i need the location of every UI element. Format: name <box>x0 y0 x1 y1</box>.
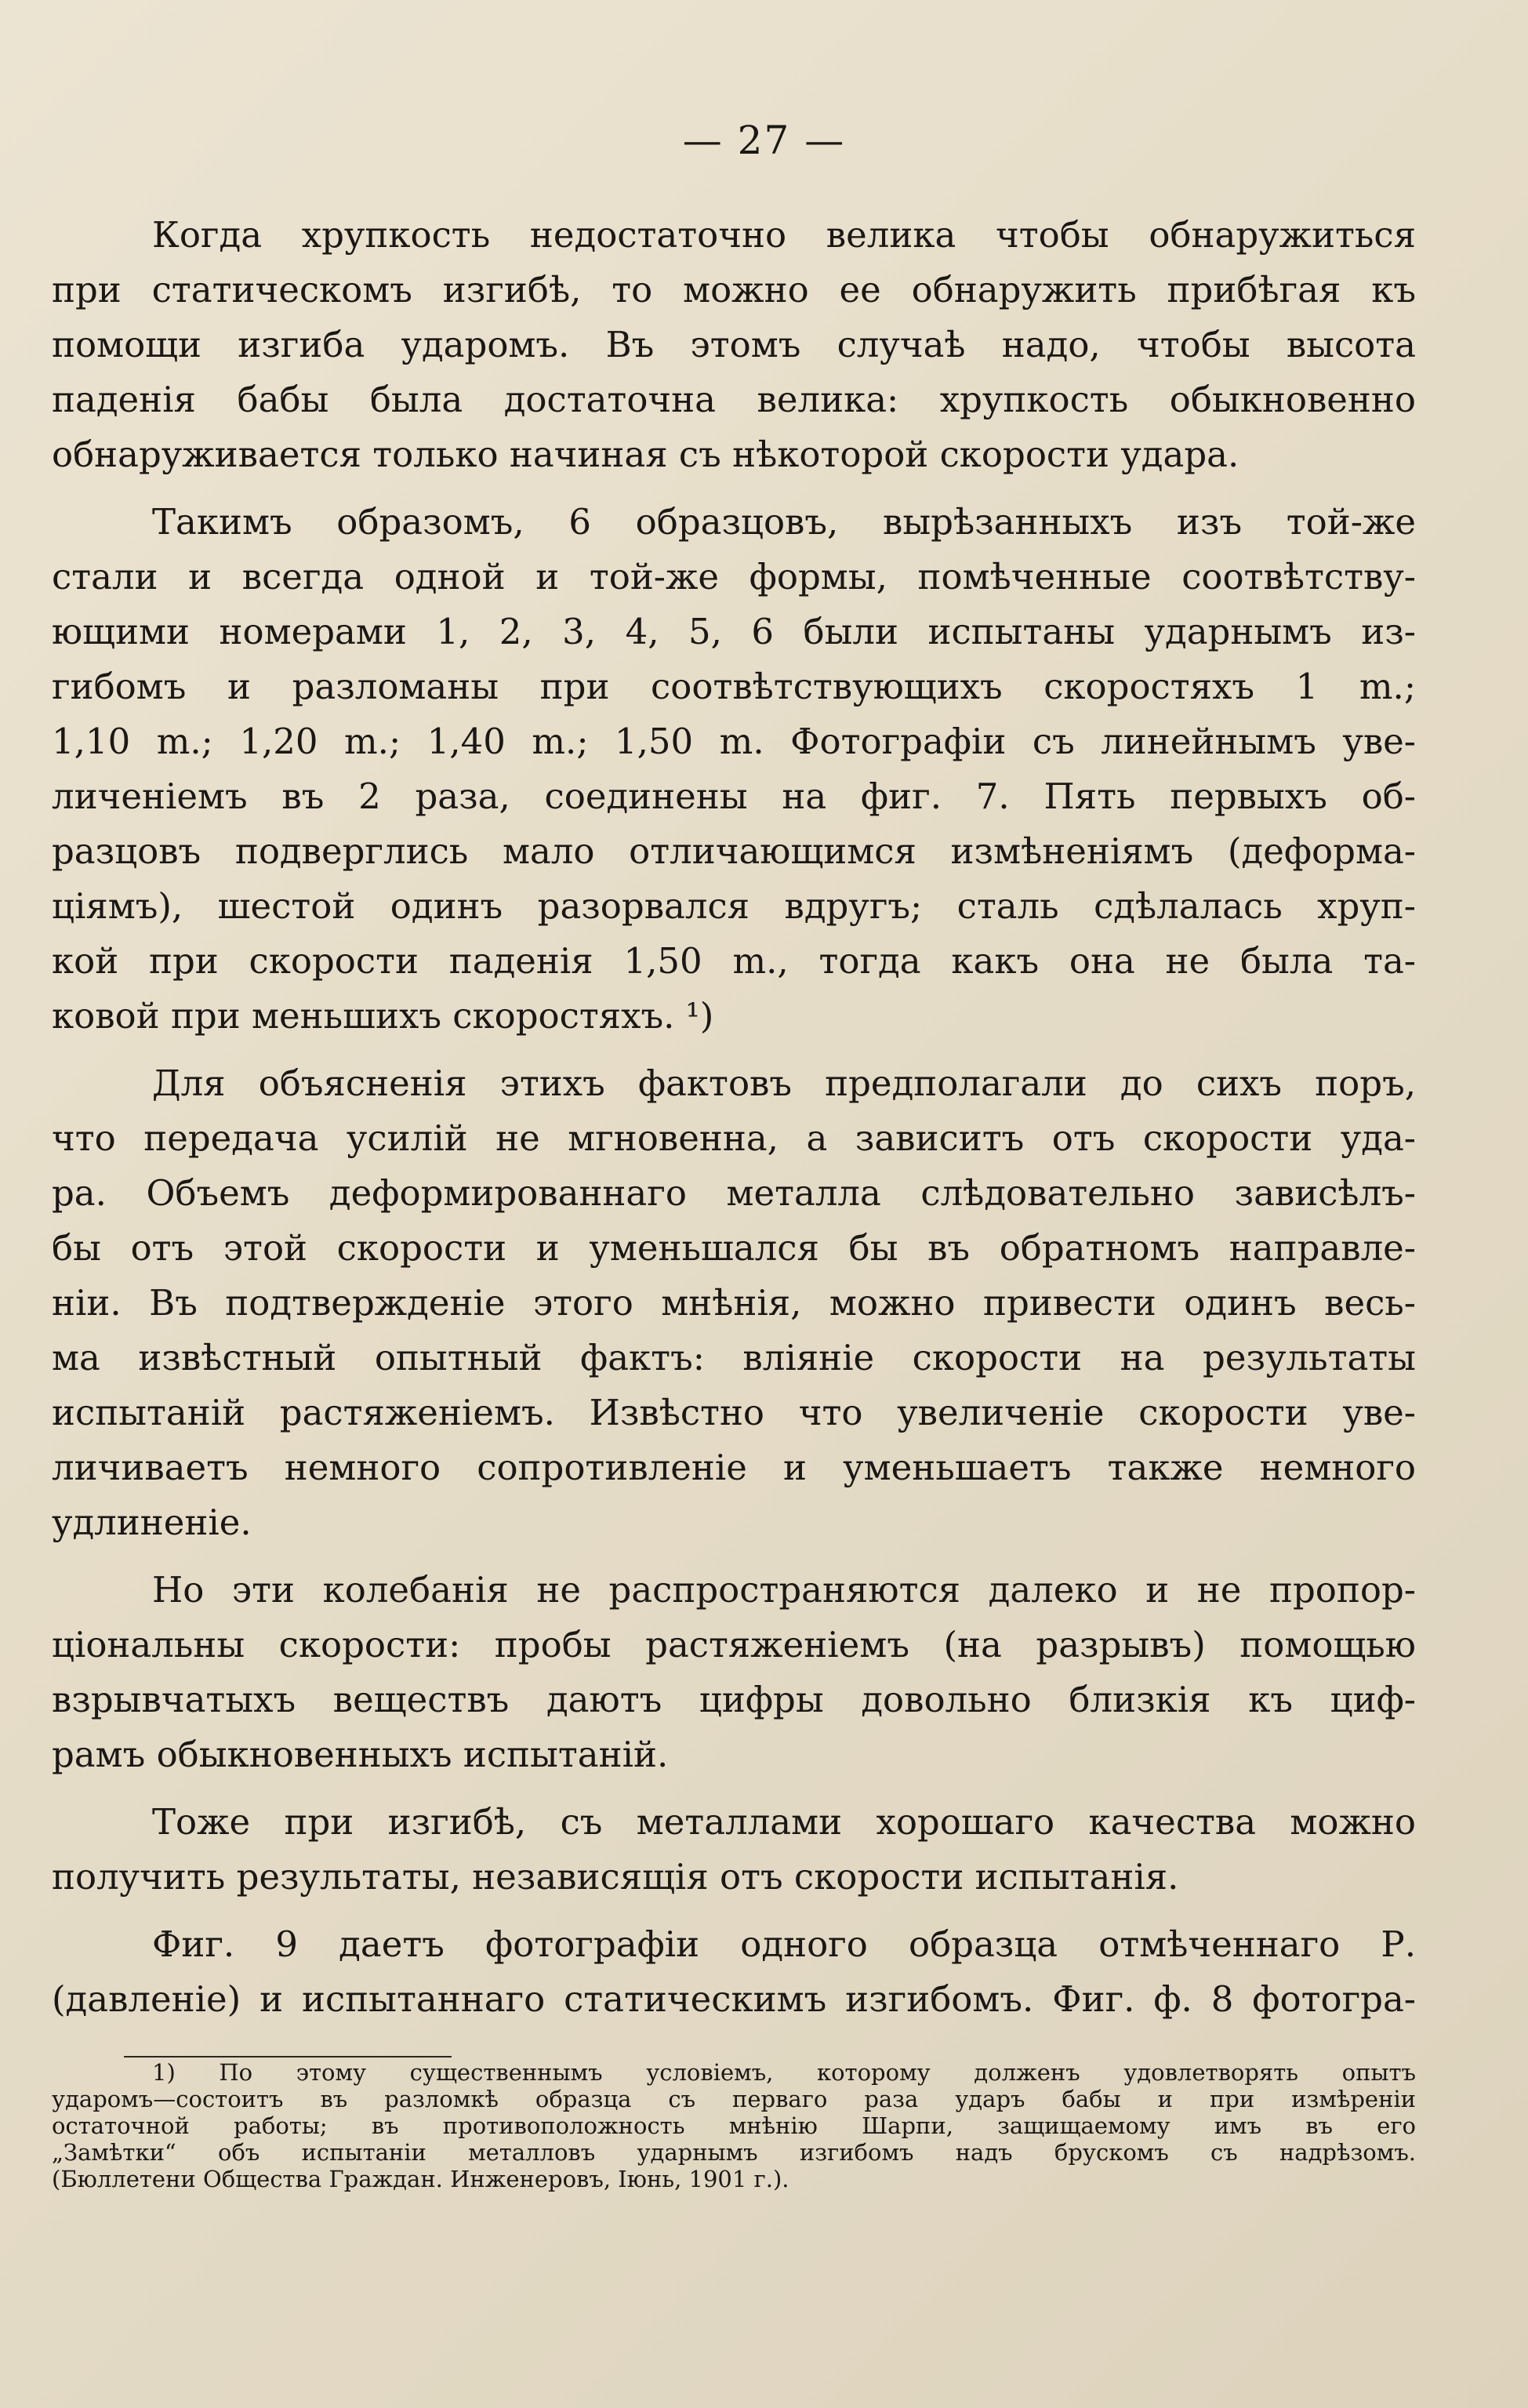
footnote-divider <box>124 2056 452 2058</box>
text-line: паденія бабы была достаточна велика: хрупкость обыкновенно <box>52 379 1416 420</box>
text-line: ра. Объемъ деформированнаго металла слѣдовательно зависѣлъ- <box>52 1172 1416 1214</box>
text-line: обнаруживается только начиная съ нѣкоторой скорости удара. <box>52 434 1239 475</box>
body-text <box>52 208 1416 2027</box>
text-line: что передача усилій не мгновенна, а зависитъ отъ скорости уда- <box>52 1117 1416 1159</box>
text-line: рамъ обыкновенныхъ испытаній. <box>52 1734 669 1775</box>
text-line: ціональны скорости: пробы растяженіемъ (на разрывъ) помощью <box>52 1624 1416 1665</box>
text-line: при статическомъ изгибѣ, то можно ее обнаружить прибѣгая къ <box>52 269 1416 311</box>
text-line: взрывчатыхъ веществъ даютъ цифры довольно близкія къ циф- <box>52 1679 1416 1720</box>
text-line: удлиненіе. <box>52 1502 252 1543</box>
text-line: личеніемъ въ 2 раза, соединены на фиг. 7. Пять первыхъ об- <box>52 775 1416 817</box>
text-line: разцовъ подверглись мало отличающимся измѣненіямъ (деформа- <box>52 830 1416 872</box>
text-line: Тоже при изгибѣ, съ металлами хорошаго качества можно <box>152 1801 1416 1843</box>
text-line: Для объясненія этихъ фактовъ предполагали до сихъ поръ, <box>152 1062 1416 1104</box>
text-line: ковой при меньшихъ скоростяхъ. ¹) <box>52 995 714 1037</box>
paragraph <box>52 208 1416 482</box>
text-line: ніи. Въ подтвержденіе этого мнѣнія, можно привести одинъ весь- <box>52 1282 1416 1324</box>
text-line: ющими номерами 1, 2, 3, 4, 5, 6 были испытаны ударнымъ из- <box>52 611 1416 652</box>
text-line: (давленіе) и испытаннаго статическимъ изгибомъ. Фиг. ф. 8 фотогра- <box>52 1978 1416 2020</box>
text-line: гибомъ и разломаны при соотвѣтствующихъ скоростяхъ 1 m.; <box>52 666 1416 707</box>
footnote-line: ударомъ—состоитъ въ разломкѣ образца съ перваго раза ударъ бабы и при измѣреніи <box>52 2086 1416 2112</box>
text-line: 1,10 m.; 1,20 m.; 1,40 m.; 1,50 m. Фотографіи съ линейнымъ уве- <box>52 721 1416 762</box>
footnote <box>52 2059 1416 2192</box>
text-line: стали и всегда одной и той-же формы, помѣченные соотвѣтству- <box>52 556 1416 597</box>
text-line: Но эти колебанія не распространяются далеко и не пропор- <box>152 1569 1416 1611</box>
text-line: личиваетъ немного сопротивленіе и уменьшаетъ также немного <box>52 1447 1416 1488</box>
text-line: ма извѣстный опытный фактъ: вліяніе скорости на результаты <box>52 1337 1416 1378</box>
paragraph <box>52 1795 1416 1905</box>
text-line: Когда хрупкость недостаточно велика чтобы обнаружиться <box>152 214 1416 256</box>
text-line: получить результаты, независящія отъ скорости испытанія. <box>52 1856 1179 1898</box>
text-line: испытаній растяженіемъ. Извѣстно что увеличеніе скорости уве- <box>52 1392 1416 1433</box>
text-line: помощи изгиба ударомъ. Въ этомъ случаѣ надо, чтобы высота <box>52 324 1416 365</box>
text-line: бы отъ этой скорости и уменьшался бы въ обратномъ направле- <box>52 1227 1416 1269</box>
text-line: кой при скорости паденія 1,50 m., тогда какъ она не была та- <box>52 940 1416 982</box>
paragraph <box>52 1563 1416 1782</box>
page-number: — 27 — <box>682 118 846 163</box>
text-line: Такимъ образомъ, 6 образцовъ, вырѣзанныхъ изъ той-же <box>152 501 1416 543</box>
text-line: Фиг. 9 даетъ фотографіи одного образца отмѣченнаго Р. <box>152 1923 1416 1965</box>
footnote-line: (Бюллетени Общества Граждан. Инженеровъ, Іюнь, 1901 г.). <box>52 2166 789 2192</box>
text-line: ціямъ), шестой одинъ разорвался вдругъ; сталь сдѣлалась хруп- <box>52 885 1416 927</box>
paragraph <box>52 495 1416 1044</box>
footnote-line: остаточной работы; въ противоположность мнѣнію Шарпи, защищаемому имъ въ его <box>52 2112 1416 2139</box>
footnote-line: „Замѣтки“ объ испытаніи металловъ ударнымъ изгибомъ надъ брускомъ съ надрѣзомъ. <box>52 2139 1416 2166</box>
paragraph <box>52 1917 1416 2027</box>
paragraph <box>52 1056 1416 1550</box>
footnote-line: 1) По этому существеннымъ условіемъ, которому долженъ удовлетворять опытъ <box>152 2059 1416 2086</box>
